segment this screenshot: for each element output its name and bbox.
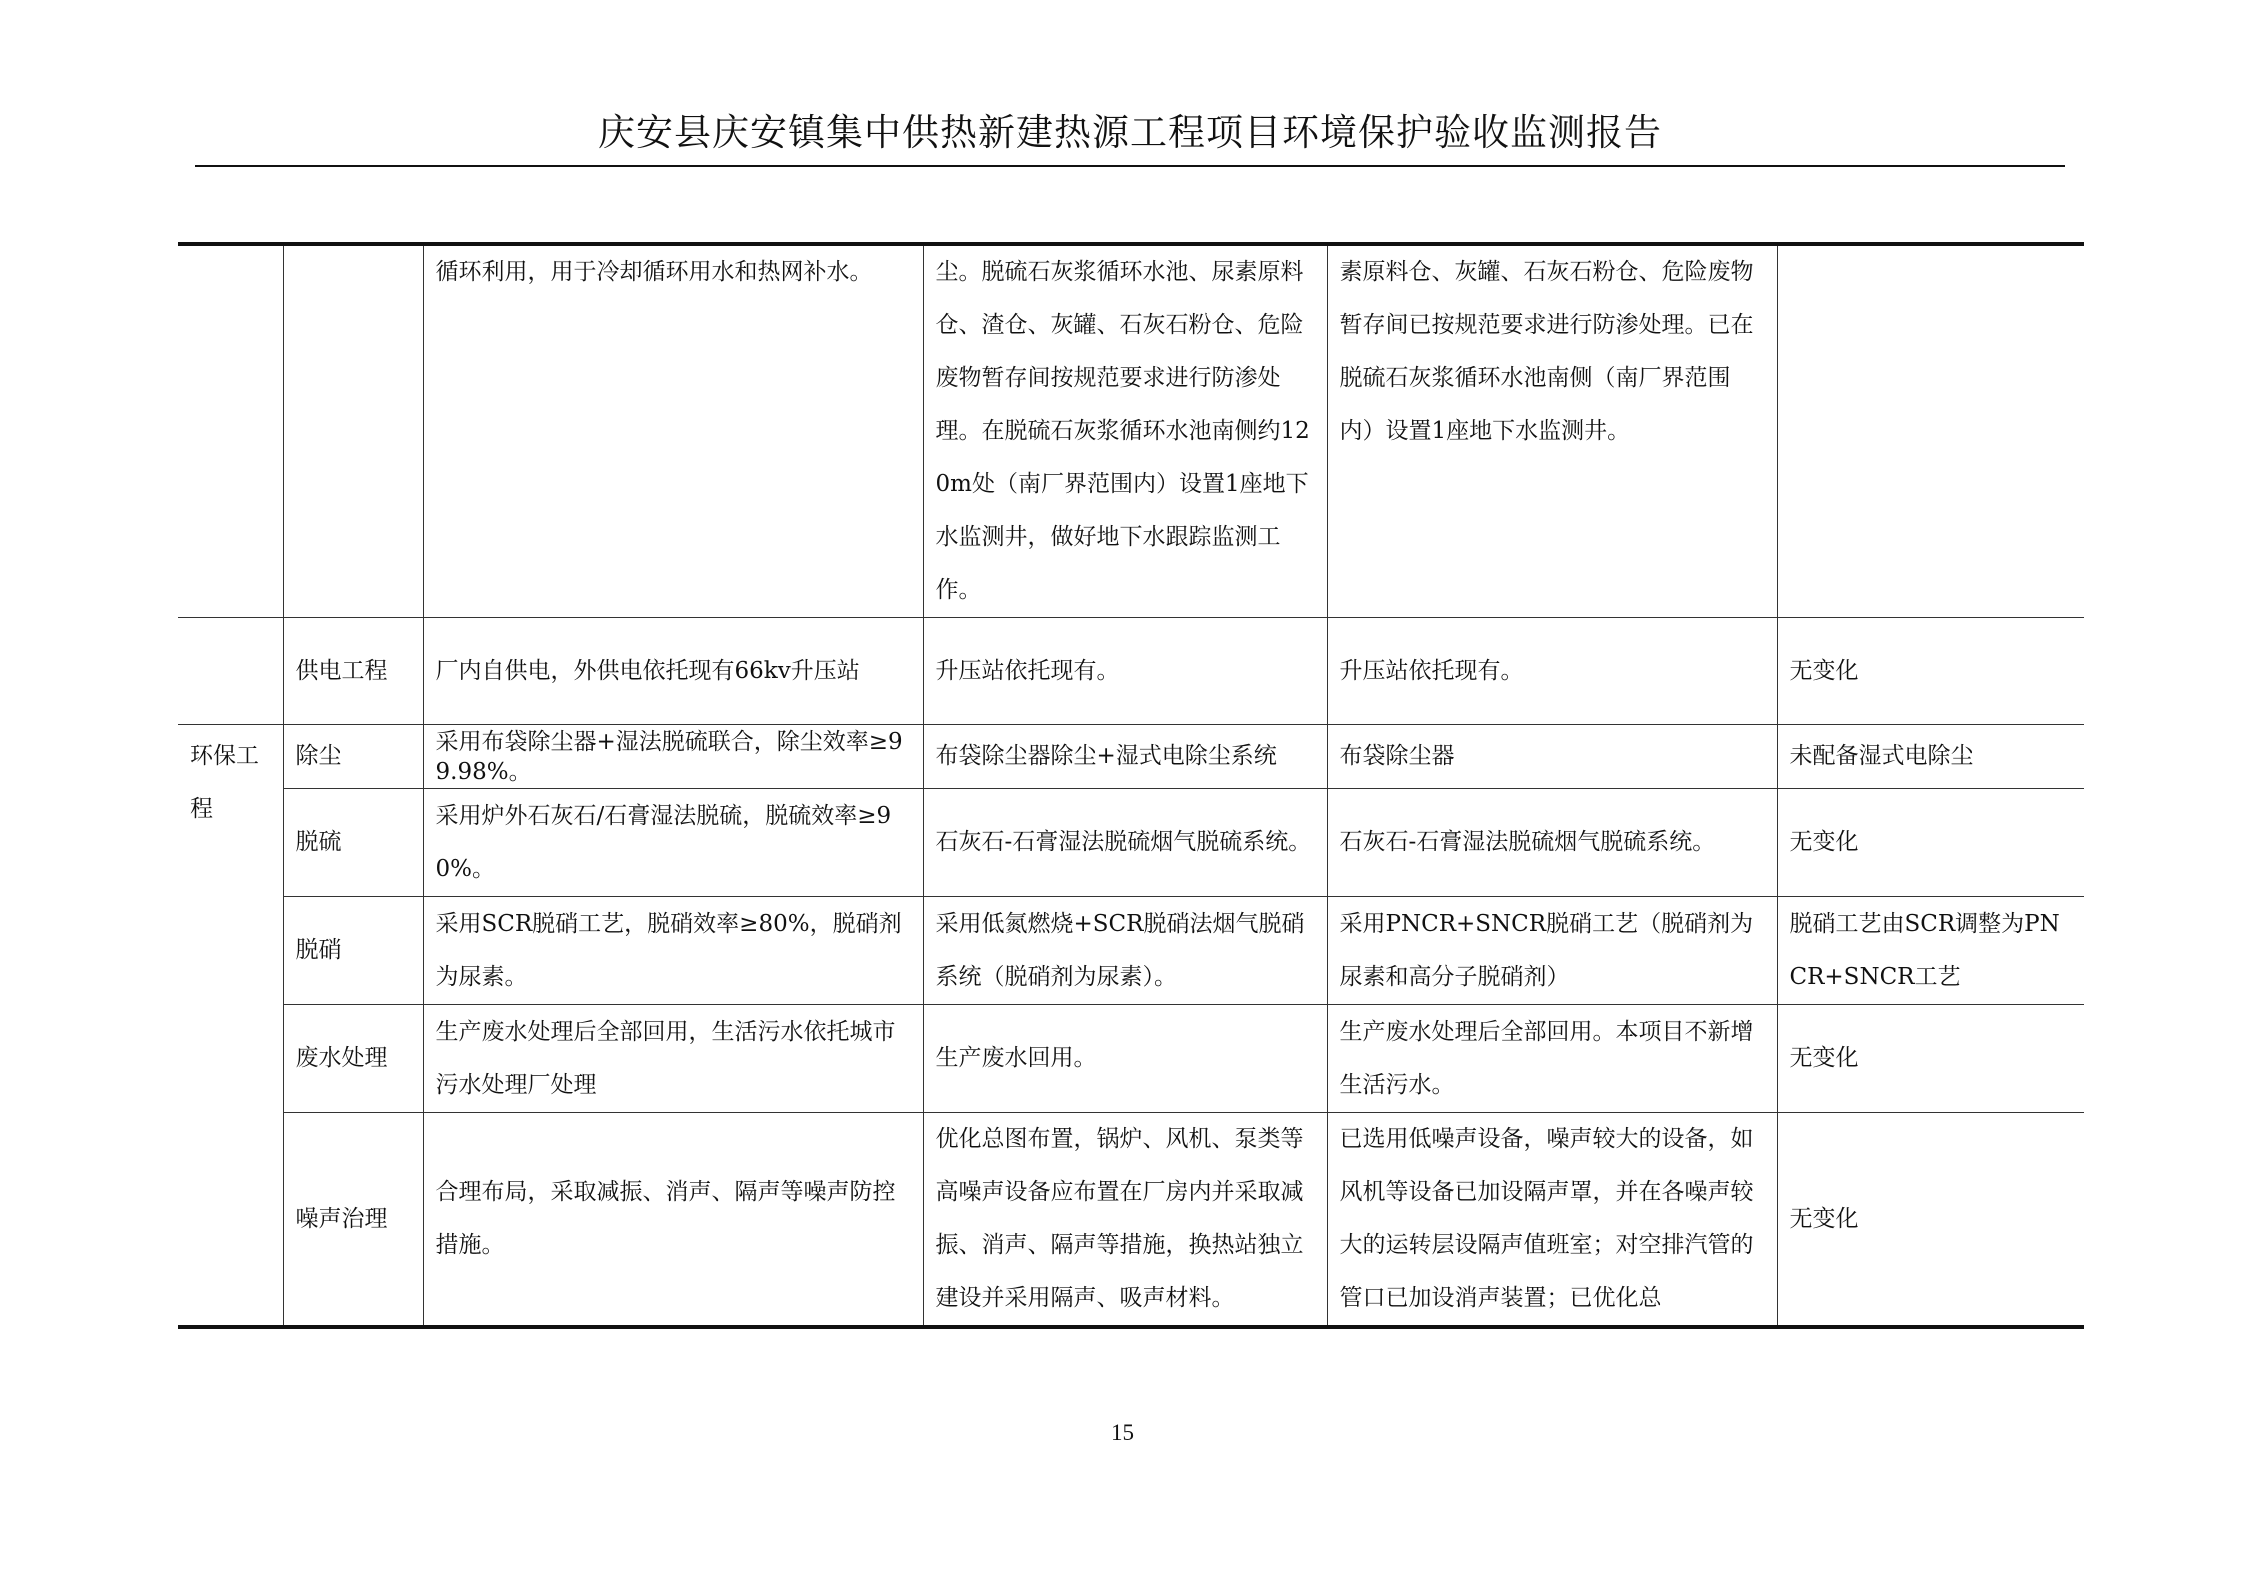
approval-requirement-cell: 采用低氮燃烧+SCR脱硝法烟气脱硝系统（脱硝剂为尿素）。	[923, 897, 1327, 1005]
table-row-power-supply	[178, 618, 2084, 725]
actual-construction-cell: 素原料仓、灰罐、石灰石粉仓、危险废物暂存间已按规范要求进行防渗处理。已在脱硫石灰浆循环水池南侧（南厂界范围内）设置1座地下水监测井。	[1327, 244, 1777, 618]
item-name-cell: 废水处理	[283, 1005, 423, 1113]
approval-requirement-cell: 石灰石-石膏湿法脱硫烟气脱硫系统。	[923, 789, 1327, 897]
item-name-cell: 噪声治理	[283, 1113, 423, 1328]
eia-content-cell: 采用SCR脱硝工艺，脱硝效率≥80%，脱硝剂为尿素。	[423, 897, 923, 1005]
actual-construction-cell: 石灰石-石膏湿法脱硫烟气脱硫系统。	[1327, 789, 1777, 897]
change-note-cell: 无变化	[1777, 1005, 2084, 1113]
table-row-noise-control	[178, 1113, 2084, 1328]
actual-construction-cell: 采用PNCR+SNCR脱硝工艺（脱硝剂为尿素和高分子脱硝剂）	[1327, 897, 1777, 1005]
change-note-cell: 无变化	[1777, 1113, 2084, 1328]
project-comparison-table	[178, 242, 2084, 1329]
change-note-cell: 无变化	[1777, 618, 2084, 725]
report-title: 庆安县庆安镇集中供热新建热源工程项目环境保护验收监测报告	[598, 111, 1662, 154]
item-name-cell: 脱硝	[283, 897, 423, 1005]
table-row-continued	[178, 244, 2084, 618]
actual-construction-cell: 生产废水处理后全部回用。本项目不新增生活污水。	[1327, 1005, 1777, 1113]
table-row-dust-removal	[178, 725, 2084, 789]
category-cell	[178, 244, 283, 618]
approval-requirement-cell: 布袋除尘器除尘+湿式电除尘系统	[923, 725, 1327, 789]
approval-requirement-cell: 升压站依托现有。	[923, 618, 1327, 725]
change-note-cell: 脱硝工艺由SCR调整为PNCR+SNCR工艺	[1777, 897, 2084, 1005]
table-row-wastewater	[178, 1005, 2084, 1113]
change-note-cell: 未配备湿式电除尘	[1777, 725, 2084, 789]
item-name-cell: 脱硫	[283, 789, 423, 897]
actual-construction-cell: 升压站依托现有。	[1327, 618, 1777, 725]
category-cell	[178, 618, 283, 725]
item-name-cell: 供电工程	[283, 618, 423, 725]
approval-requirement-cell: 尘。脱硫石灰浆循环水池、尿素原料仓、渣仓、灰罐、石灰石粉仓、危险废物暂存间按规范要求进行防渗处理。在脱硫石灰浆循环水池南侧约120m处（南厂界范围内）设置1座地下水监测井，做好地下水跟踪监测工作。	[923, 244, 1327, 618]
eia-content-cell: 厂内自供电，外供电依托现有66kv升压站	[423, 618, 923, 725]
page-number: 15	[1111, 1420, 1134, 1445]
item-name-cell	[283, 244, 423, 618]
eia-content-cell: 采用炉外石灰石/石膏湿法脱硫，脱硫效率≥90%。	[423, 789, 923, 897]
eia-content-cell: 循环利用，用于冷却循环用水和热网补水。	[423, 244, 923, 618]
eia-content-cell: 合理布局，采取减振、消声、隔声等噪声防控措施。	[423, 1113, 923, 1328]
eia-content-cell: 生产废水处理后全部回用，生活污水依托城市污水处理厂处理	[423, 1005, 923, 1113]
eia-content-cell: 采用布袋除尘器+湿法脱硫联合，除尘效率≥99.98%。	[423, 725, 923, 789]
change-note-cell	[1777, 244, 2084, 618]
category-cell-env-engineering: 环保工程	[178, 725, 283, 1328]
actual-construction-cell: 已选用低噪声设备，噪声较大的设备，如风机等设备已加设隔声罩，并在各噪声较大的运转层设隔声值班室；对空排汽管的管口已加设消声装置；已优化总	[1327, 1113, 1777, 1328]
header-rule	[195, 165, 2065, 167]
table-row-desulfurization	[178, 789, 2084, 897]
actual-construction-cell: 布袋除尘器	[1327, 725, 1777, 789]
approval-requirement-cell: 生产废水回用。	[923, 1005, 1327, 1113]
table-row-denitrification	[178, 897, 2084, 1005]
item-name-cell: 除尘	[283, 725, 423, 789]
change-note-cell: 无变化	[1777, 789, 2084, 897]
approval-requirement-cell: 优化总图布置，锅炉、风机、泵类等高噪声设备应布置在厂房内并采取减振、消声、隔声等措施，换热站独立建设并采用隔声、吸声材料。	[923, 1113, 1327, 1328]
